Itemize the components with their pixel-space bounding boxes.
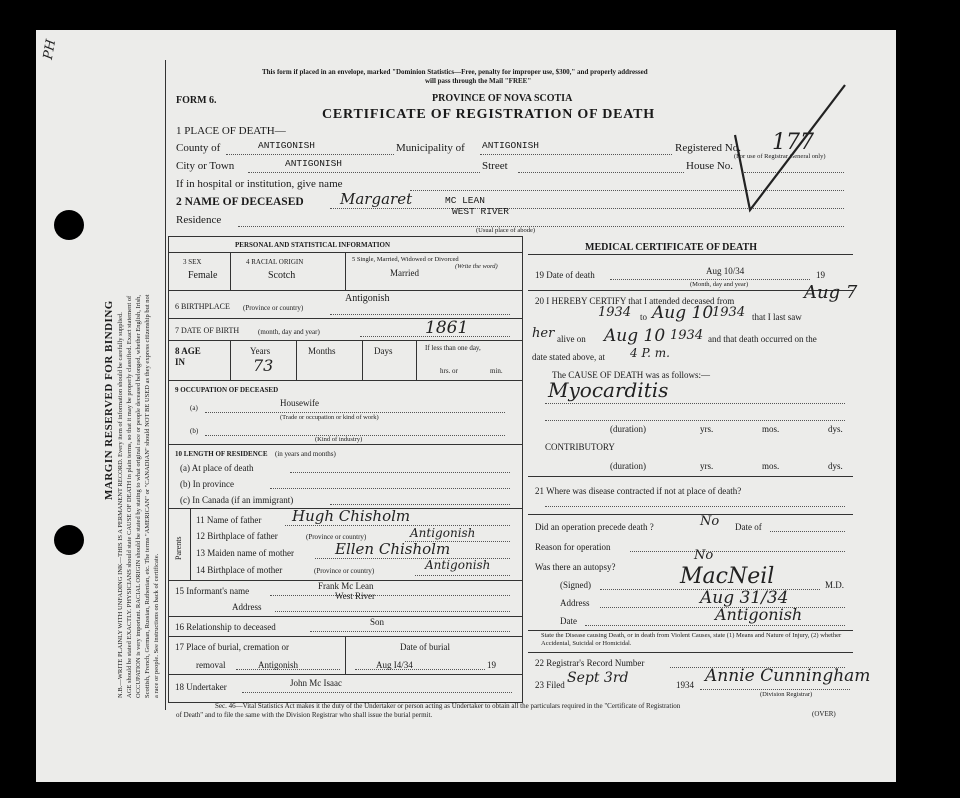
- house-label: House No.: [686, 160, 734, 172]
- informant-value: Frank Mc Lean: [318, 581, 374, 591]
- informant-label: 15 Informant's name: [175, 586, 250, 596]
- burial-19: 19: [487, 660, 496, 670]
- md-label: M.D.: [825, 580, 845, 590]
- residence-value: WEST RIVER: [452, 206, 510, 217]
- hrs-label: hrs. or: [440, 367, 458, 375]
- margin-reserved: MARGIN RESERVED FOR BINDING: [103, 300, 115, 500]
- mos-label-1: mos.: [762, 424, 780, 434]
- sex-label: 3 SEX: [183, 258, 202, 266]
- deceased-surname: MC LEAN: [445, 195, 485, 206]
- dys-label-1: dys.: [828, 424, 843, 434]
- certificate-title: CERTIFICATE OF REGISTRATION OF DEATH: [322, 107, 655, 122]
- contributory-label: CONTRIBUTORY: [545, 442, 615, 452]
- registered-label: Registered No.: [675, 142, 741, 154]
- dys-label-2: dys.: [828, 461, 843, 471]
- residence-length-label: 10 LENGTH OF RESIDENCE: [175, 450, 268, 458]
- municipality-label: Municipality of: [396, 142, 465, 154]
- residence-b: (b) In province: [180, 479, 234, 489]
- cause-label: The CAUSE OF DEATH was as follows:—: [552, 370, 710, 380]
- margin-instr-3: OCCUPATION is very important. RACIAL ORIGIN should be stated by stating to what original race or people deceased belonged, whether English, Irish,: [135, 295, 142, 698]
- deceased-name-label: 2 NAME OF DECEASED: [176, 196, 304, 208]
- last-saw: that I last saw: [752, 312, 802, 322]
- binding-hole-bottom: [54, 525, 84, 555]
- duration-label-2: (duration): [610, 461, 646, 471]
- year-3: 1934: [670, 328, 704, 343]
- city-label: City or Town: [176, 160, 235, 172]
- duration-label-1: (duration): [610, 424, 646, 434]
- record-label: 22 Registrar's Record Number: [535, 658, 645, 668]
- undertaker-label: 18 Undertaker: [175, 682, 227, 692]
- informant-address-value: West River: [335, 591, 376, 601]
- father-bp-value: Antigonish: [410, 526, 476, 540]
- birthplace-note: (Province or country): [243, 304, 304, 312]
- personal-heading: PERSONAL AND STATISTICAL INFORMATION: [235, 241, 391, 249]
- mos-label-2: mos.: [762, 461, 780, 471]
- medical-note: State the Disease causing Death, or in death from Violent Causes, state (1) Means and Nature of Injury, (2) whether Accidental, Suicidal or Homicidal.: [541, 632, 842, 647]
- alive-on: alive on: [557, 334, 586, 344]
- deceased-given-name: Margaret: [340, 190, 413, 208]
- autopsy-value: No: [694, 548, 714, 563]
- address-label-med: Address: [560, 598, 590, 608]
- birthplace-value: Antigonish: [345, 293, 390, 304]
- binding-hole-top: [54, 210, 84, 240]
- registrar-note: (Division Registrar): [760, 691, 813, 698]
- date-value-med: Antigonish: [715, 605, 803, 624]
- father-bp-note: (Province or country): [306, 533, 367, 541]
- header-notice-2: will pass through the Mail "FREE": [425, 77, 532, 85]
- years-value: 73: [253, 356, 274, 375]
- form-number: FORM 6.: [176, 95, 217, 106]
- months-label: Months: [308, 346, 336, 356]
- residence-length-note: (in years and months): [275, 450, 336, 458]
- residence-note: (Usual place of abode): [476, 227, 536, 234]
- filed-label: 23 Filed: [535, 680, 565, 690]
- relationship-label: 16 Relationship to deceased: [175, 622, 276, 632]
- marital-label: 5 Single, Married, Widowed or Divorced: [352, 256, 459, 263]
- footer-sec-2: of Death" and to file the same with the Division Registrar who shall issue the burial permit.: [176, 711, 433, 719]
- days-label: Days: [374, 346, 393, 356]
- signed-label: (Signed): [560, 580, 591, 590]
- alive-on-value: Aug 10: [604, 326, 666, 346]
- place-heading: 1 PLACE OF DEATH—: [176, 125, 286, 137]
- province: PROVINCE OF NOVA SCOTIA: [432, 93, 573, 104]
- margin-instr-2: AGE should be stated EXACTLY. PHYSICIANS should state CAUSE OF DEATH in plain terms, so that it may be properly classified. Exact statement of: [126, 295, 133, 698]
- death-date-value: Aug 10/34: [706, 266, 745, 276]
- mother-bp-label: 14 Birthplace of mother: [196, 565, 283, 575]
- year-1: 1934: [598, 305, 632, 320]
- dob-value: 1861: [425, 318, 469, 338]
- city-value: ANTIGONISH: [285, 158, 343, 169]
- residence-c: (c) In Canada (if an immigrant): [180, 495, 294, 505]
- occupation-value: Housewife: [280, 398, 319, 408]
- address-value-med: Aug 31/34: [700, 588, 789, 608]
- registered-note: (For use of Registrar General only): [734, 153, 826, 160]
- lessday-label: If less than one day,: [425, 344, 481, 352]
- reason-label: Reason for operation: [535, 542, 611, 552]
- registrar-signature: Annie Cunningham: [705, 666, 871, 686]
- footer-over: (OVER): [812, 710, 836, 718]
- yrs-label-2: yrs.: [700, 461, 714, 471]
- mother-value: Ellen Chisholm: [335, 540, 451, 558]
- father-label: 11 Name of father: [196, 515, 262, 525]
- signed-value: MacNeil: [680, 564, 775, 589]
- header-notice: This form if placed in an envelope, marked "Dominion Statistics—Free, penalty for improper use, $300," and properly addressed: [262, 68, 648, 76]
- marital-value: Married: [390, 268, 419, 278]
- burial-place-value: Antigonish: [258, 660, 299, 670]
- to-label: to: [640, 312, 648, 322]
- sex-value: Female: [188, 270, 218, 281]
- operation-label: Did an operation precede death ?: [535, 522, 654, 532]
- year-2: 1934: [712, 305, 746, 320]
- min-label: min.: [490, 367, 503, 375]
- occupation-label: 9 OCCUPATION OF DECEASED: [175, 386, 279, 394]
- occupation-note: (Trade or occupation or kind of work): [280, 414, 379, 421]
- occupation-a: (a): [190, 404, 198, 412]
- hospital-label: If in hospital or institution, give name: [176, 178, 343, 190]
- mother-bp-value: Antigonish: [425, 558, 491, 572]
- medical-heading: MEDICAL CERTIFICATE OF DEATH: [585, 242, 757, 253]
- age-label: 8 AGE IN: [175, 346, 201, 367]
- years-label: Years: [250, 346, 271, 356]
- street-label: Street: [482, 160, 508, 172]
- autopsy-label: Was there an autopsy?: [535, 562, 616, 572]
- footer-sec: Sec. 46—Vital Statistics Act makes it the duty of the Undertaker or person acting as Undertaker to obtain all the particulars required in the "Certificate of Registration: [215, 702, 681, 710]
- margin-instr-5: a race or people. See instructions on back of certificate.: [153, 553, 160, 698]
- mother-label: 13 Maiden name of mother: [196, 548, 294, 558]
- father-bp-label: 12 Birthplace of father: [196, 531, 278, 541]
- residence-a: (a) At place of death: [180, 463, 254, 473]
- county-value: ANTIGONISH: [258, 140, 316, 151]
- margin-instr-1: N.B.—WRITE PLAINLY WITH UNFADING INK—THIS IS A PERMANENT RECORD. Every item of information should be carefully supplied.: [117, 312, 124, 698]
- burial-date-label: Date of burial: [400, 642, 450, 652]
- her-hand: her: [532, 326, 555, 341]
- check-mark: [730, 80, 850, 220]
- father-value: Hugh Chisholm: [292, 507, 411, 525]
- margin-instr-4: Scottish, French, German, Russian, Ruthenian, etc. The terms "AMERICAN" or "CANADIAN" should NOT BE USED as they express citizenship but not: [144, 294, 151, 698]
- undertaker-value: John Mc Isaac: [290, 678, 342, 688]
- birthplace-label: 6 BIRTHPLACE: [175, 302, 230, 311]
- corner-note: PH: [40, 38, 60, 61]
- death-date-19: 19: [816, 270, 825, 280]
- filed-value: Sept 3rd: [567, 670, 629, 686]
- relationship-value: Son: [370, 617, 385, 627]
- burial-date-value: Aug I4/34: [376, 660, 413, 670]
- parents-label: Parents: [174, 536, 183, 560]
- removal-label: removal: [196, 660, 226, 670]
- yrs-label-1: yrs.: [700, 424, 714, 434]
- operation-value: No: [700, 514, 720, 529]
- cause-value: Myocarditis: [548, 378, 669, 402]
- filed-year: 1934: [676, 680, 694, 690]
- mother-bp-note: (Province or country): [314, 567, 375, 575]
- industry-note: (Kind of industry): [315, 436, 363, 443]
- death-date-note: (Month, day and year): [690, 281, 749, 288]
- attended-to: Aug 10: [652, 303, 714, 323]
- death-occurred: and that death occurred on the: [708, 334, 817, 344]
- racial-label: 4 RACIAL ORIGIN: [246, 258, 304, 266]
- date-stated: date stated above, at: [532, 352, 605, 362]
- certify-text: 20 I HEREBY CERTIFY that I attended deceased from: [535, 296, 735, 306]
- dob-label: 7 DATE OF BIRTH: [175, 326, 240, 335]
- dob-note: (month, day and year): [258, 328, 320, 336]
- date-of-label: Date of: [735, 522, 762, 532]
- attended-from: Aug 7: [804, 282, 858, 303]
- time-of-death: 4 P. m.: [630, 346, 670, 360]
- registered-value: 177: [772, 130, 814, 155]
- burial-label: 17 Place of burial, cremation or: [175, 642, 289, 652]
- marital-note: (Write the word): [455, 263, 498, 270]
- margin-divider: [165, 60, 166, 710]
- contracted-label: 21 Where was disease contracted if not at place of death?: [535, 486, 742, 496]
- date-label-med: Date: [560, 616, 577, 626]
- municipality-value: ANTIGONISH: [482, 140, 540, 151]
- death-date-label: 19 Date of death: [535, 270, 595, 280]
- occupation-b: (b): [190, 427, 199, 435]
- residence-label: Residence: [176, 214, 222, 226]
- racial-value: Scotch: [268, 270, 296, 281]
- informant-address-label: Address: [232, 602, 262, 612]
- county-label: County of: [176, 142, 221, 154]
